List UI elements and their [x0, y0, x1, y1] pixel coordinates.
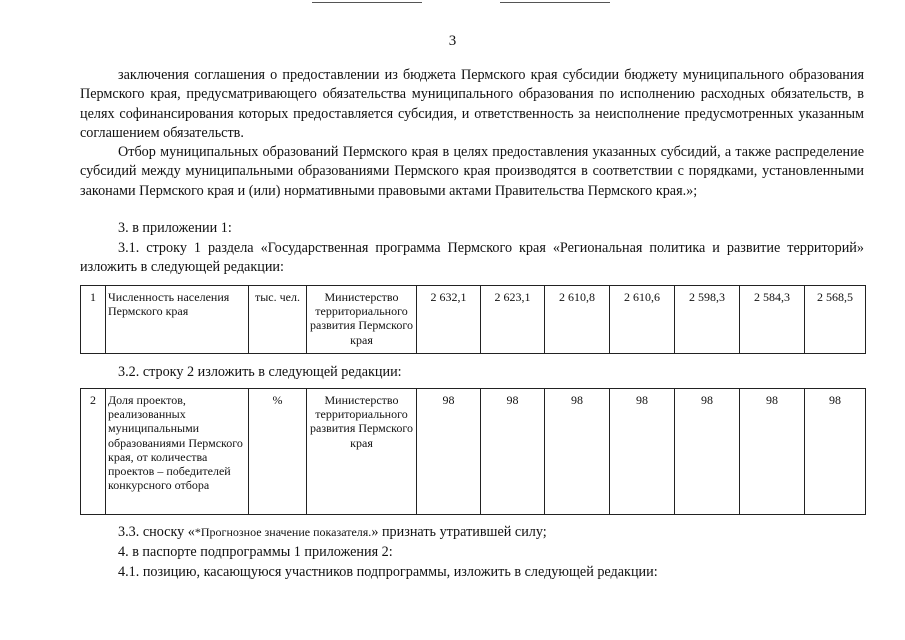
value-cell: 98	[740, 389, 805, 515]
responsible-ministry: Министерство территориального развития Пермского края	[307, 389, 417, 515]
responsible-ministry: Министерство территориального развития Пермского края	[307, 286, 417, 354]
item-3-3-block	[80, 523, 864, 542]
item-4: 4. в паспорте подпрограммы 1 приложения 2:	[118, 544, 393, 560]
item-4-1: 4.1. позицию, касающуюся участников подпрограммы, изложить в следующей редакции:	[118, 564, 658, 580]
indicator-table-row-2	[80, 388, 866, 515]
value-cell: 2 598,3	[675, 286, 740, 354]
row-number: 2	[81, 389, 106, 515]
item-4-block	[80, 543, 864, 562]
value-cell: 98	[610, 389, 675, 515]
value-cell: 2 610,8	[545, 286, 610, 354]
indicator-table-row-1	[80, 285, 866, 354]
item-3-3-quoted-footnote: *Прогнозное значение показателя.	[194, 525, 372, 539]
item-3: 3. в приложении 1:	[118, 220, 232, 236]
value-cell: 2 623,1	[481, 286, 545, 354]
table-row	[81, 286, 866, 354]
item-3-1: 3.1. строку 1 раздела «Государственная программа Пермского края «Региональная политика и развитие территорий» изложить в следующей редакции:	[80, 240, 864, 276]
row-number: 1	[81, 286, 106, 354]
paragraph-1: заключения соглашения о предоставлении из бюджета Пермского края субсидии бюджету муниципального образования Пермского края, предусматривающего обязательства муниципального образования по исполнению расходных обязательств, в целях софинансирования которых предоставляется субсидия, и ответственность за неисполнение предусмотренных указанным соглашением обязательств.	[80, 67, 864, 141]
item-3-3-prefix: 3.3. сноску «	[118, 524, 195, 540]
paragraph-2: Отбор муниципальных образований Пермского края в целях предоставления указанных субсидий, а также распределение субсидий между муниципальными образованиями Пермского края производятся в соответствии с порядками, установленными законами Пермского края и (или) нормативными правовыми актами Правительства Пермского края.»;	[80, 144, 864, 199]
value-cell: 98	[481, 389, 545, 515]
paragraph-continuation	[80, 66, 864, 201]
value-cell: 2 568,5	[805, 286, 866, 354]
unit: тыс. чел.	[249, 286, 307, 354]
item-3-2: 3.2. строку 2 изложить в следующей редакции:	[118, 364, 402, 380]
table-row	[81, 389, 866, 515]
item-3-1-block	[80, 239, 864, 278]
header-rule-right	[500, 2, 610, 3]
indicator-name: Доля проектов, реализованных муниципальными образованиями Пермского края, от количества проектов – победителей конкурсного отбора	[106, 389, 249, 515]
value-cell: 98	[417, 389, 481, 515]
value-cell: 98	[675, 389, 740, 515]
item-3-3	[80, 523, 864, 542]
item-3-3-suffix: » признать утратившей силу;	[371, 524, 547, 540]
value-cell: 98	[545, 389, 610, 515]
unit: %	[249, 389, 307, 515]
page-number: 3	[448, 33, 457, 49]
value-cell: 2 584,3	[740, 286, 805, 354]
header-rule-left	[312, 2, 422, 3]
indicator-name: Численность населения Пермского края	[106, 286, 249, 354]
item-3-2-block	[80, 363, 864, 382]
value-cell: 2 632,1	[417, 286, 481, 354]
value-cell: 2 610,6	[610, 286, 675, 354]
value-cell: 98	[805, 389, 866, 515]
item-4-1-block	[80, 563, 864, 582]
item-3-block	[80, 219, 864, 238]
